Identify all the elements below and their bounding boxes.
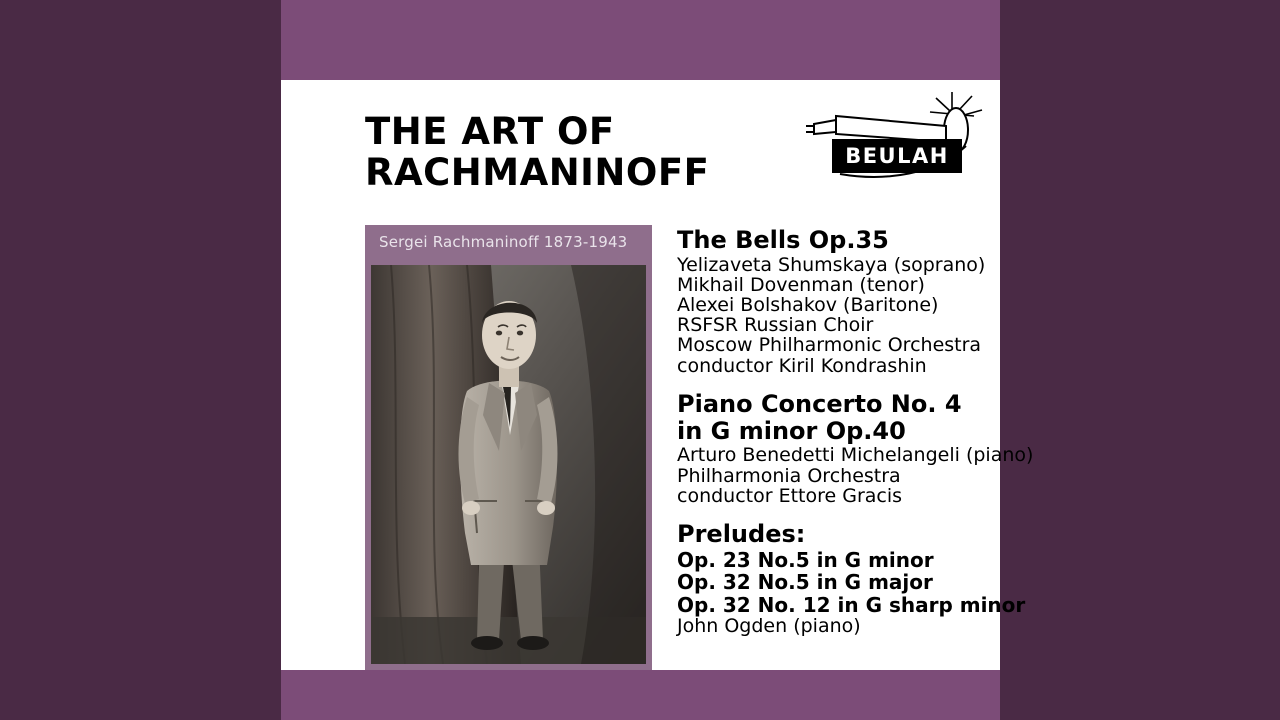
work-title: Preludes:	[677, 519, 806, 548]
performer: Moscow Philharmonic Orchestra	[677, 334, 982, 357]
track-listing	[677, 226, 1034, 637]
work-group-concerto	[677, 389, 1034, 507]
album-title	[365, 112, 765, 193]
work-title: Piano Concerto No. 4	[677, 389, 962, 418]
prelude-item: Op. 23 No.5 in G minor	[677, 547, 934, 572]
prelude-item: Op. 32 No.5 in G major	[677, 570, 933, 595]
rachmaninoff-portrait	[371, 265, 646, 664]
label-name: BEULAH	[832, 139, 962, 173]
work-title: The Bells Op.35	[677, 226, 889, 254]
performer: Alexei Bolshakov (Baritone)	[677, 294, 939, 317]
performer: conductor Kiril Kondrashin	[677, 354, 927, 377]
performer: Mikhail Dovenman (tenor)	[677, 274, 925, 297]
performer: RSFSR Russian Choir	[677, 314, 874, 337]
work-title-line-2: in G minor Op.40	[677, 416, 906, 445]
work-group-preludes	[677, 519, 1026, 637]
performer: Arturo Benedetti Michelangeli (piano)	[677, 444, 1034, 467]
performer: John Ogden (piano)	[677, 614, 861, 637]
album-cover-card	[281, 80, 1034, 670]
work-group-bells	[677, 228, 1007, 376]
performer: conductor Ettore Gracis	[677, 484, 903, 507]
album-title-line-1: THE ART OF	[365, 110, 615, 153]
photo-caption: Sergei Rachmaninoff 1873-1943	[379, 233, 628, 251]
album-title-line-2: RACHMANINOFF	[365, 150, 710, 194]
composer-photo	[371, 265, 646, 664]
beulah-logo	[796, 90, 996, 190]
performer: Philharmonia Orchestra	[677, 464, 901, 487]
performer: Yelizaveta Shumskaya (soprano)	[677, 253, 986, 276]
prelude-item: Op. 32 No. 12 in G sharp minor	[677, 592, 1026, 617]
composer-photo-panel	[365, 225, 652, 670]
